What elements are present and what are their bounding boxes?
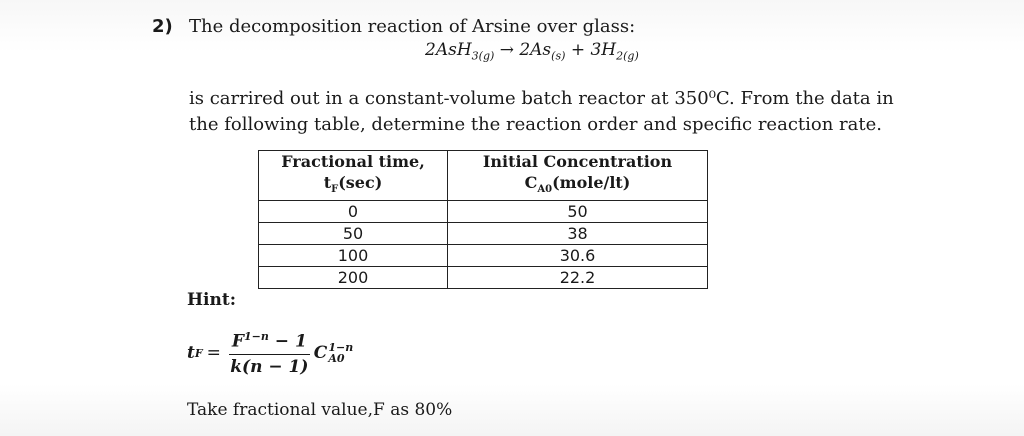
table-row	[259, 223, 708, 245]
numerator-base: F	[231, 331, 244, 352]
formula-numerator	[229, 330, 310, 355]
header-c-symbol: C	[524, 173, 538, 192]
question-intro: The decomposition reaction of Arsine over glass:	[189, 16, 636, 37]
reactant: 2AsH	[425, 40, 472, 60]
header-concentration-symbol	[448, 172, 707, 200]
formula-lhs-subscript: F	[194, 346, 203, 360]
header-t-subscript: F	[331, 184, 339, 196]
header-t-unit: (sec)	[338, 173, 383, 192]
formula-denominator: k(n − 1)	[230, 356, 309, 377]
plus-sign: +	[570, 40, 586, 60]
cell-time: 50	[259, 223, 448, 245]
numerator-exponent: 1−n	[244, 330, 269, 343]
numerator-rest: − 1	[268, 331, 307, 352]
cell-concentration: 22.2	[448, 267, 708, 289]
header-c-unit: (mole/lt)	[552, 173, 631, 192]
cell-time: 100	[259, 245, 448, 267]
product-1-subscript: (s)	[551, 49, 566, 63]
table-row	[259, 245, 708, 267]
table-row	[259, 267, 708, 289]
table-row	[259, 201, 708, 223]
hint-formula	[187, 330, 353, 377]
header-fractional-time-label: Fractional time,	[281, 152, 425, 171]
paragraph-line-1: is carrired out in a constant-volume batch reactor at 350⁰C. From the data in	[189, 88, 894, 109]
table-header-row	[259, 151, 708, 201]
cell-concentration: 50	[448, 201, 708, 223]
reaction-arrow: →	[499, 40, 514, 60]
cell-concentration: 30.6	[448, 245, 708, 267]
cell-time: 0	[259, 201, 448, 223]
question-number: 2)	[152, 16, 173, 37]
product-2-subscript: 2(g)	[616, 49, 639, 63]
header-initial-concentration	[448, 151, 708, 201]
formula-rhs-base: C	[313, 343, 328, 364]
formula-equals: =	[206, 343, 221, 364]
problem-paragraph	[189, 86, 929, 138]
header-t-symbol: t	[323, 173, 332, 192]
product-2: 3H	[590, 40, 617, 60]
formula-fraction	[229, 330, 310, 377]
formula-rhs-superscript: 1−n	[328, 341, 354, 355]
data-table	[258, 150, 708, 289]
product-1: 2As	[519, 40, 552, 60]
reactant-subscript: 3(g)	[471, 49, 495, 63]
formula-rhs-scripts	[328, 342, 353, 364]
fractional-value-note: Take fractional value,F as 80%	[187, 400, 453, 420]
cell-concentration: 38	[448, 223, 708, 245]
formula-rhs-subscript: A0	[328, 352, 345, 366]
reaction-equation	[425, 40, 639, 62]
header-fractional-time	[259, 151, 448, 201]
header-c-subscript: A0	[537, 184, 553, 196]
header-concentration-label: Initial Concentration	[482, 152, 673, 171]
cell-time: 200	[259, 267, 448, 289]
hint-label: Hint:	[187, 290, 237, 310]
paragraph-line-2: the following table, determine the reaction order and specific reaction rate.	[189, 114, 882, 135]
header-fractional-time-symbol	[259, 172, 447, 200]
formula-lhs: t	[187, 343, 195, 364]
